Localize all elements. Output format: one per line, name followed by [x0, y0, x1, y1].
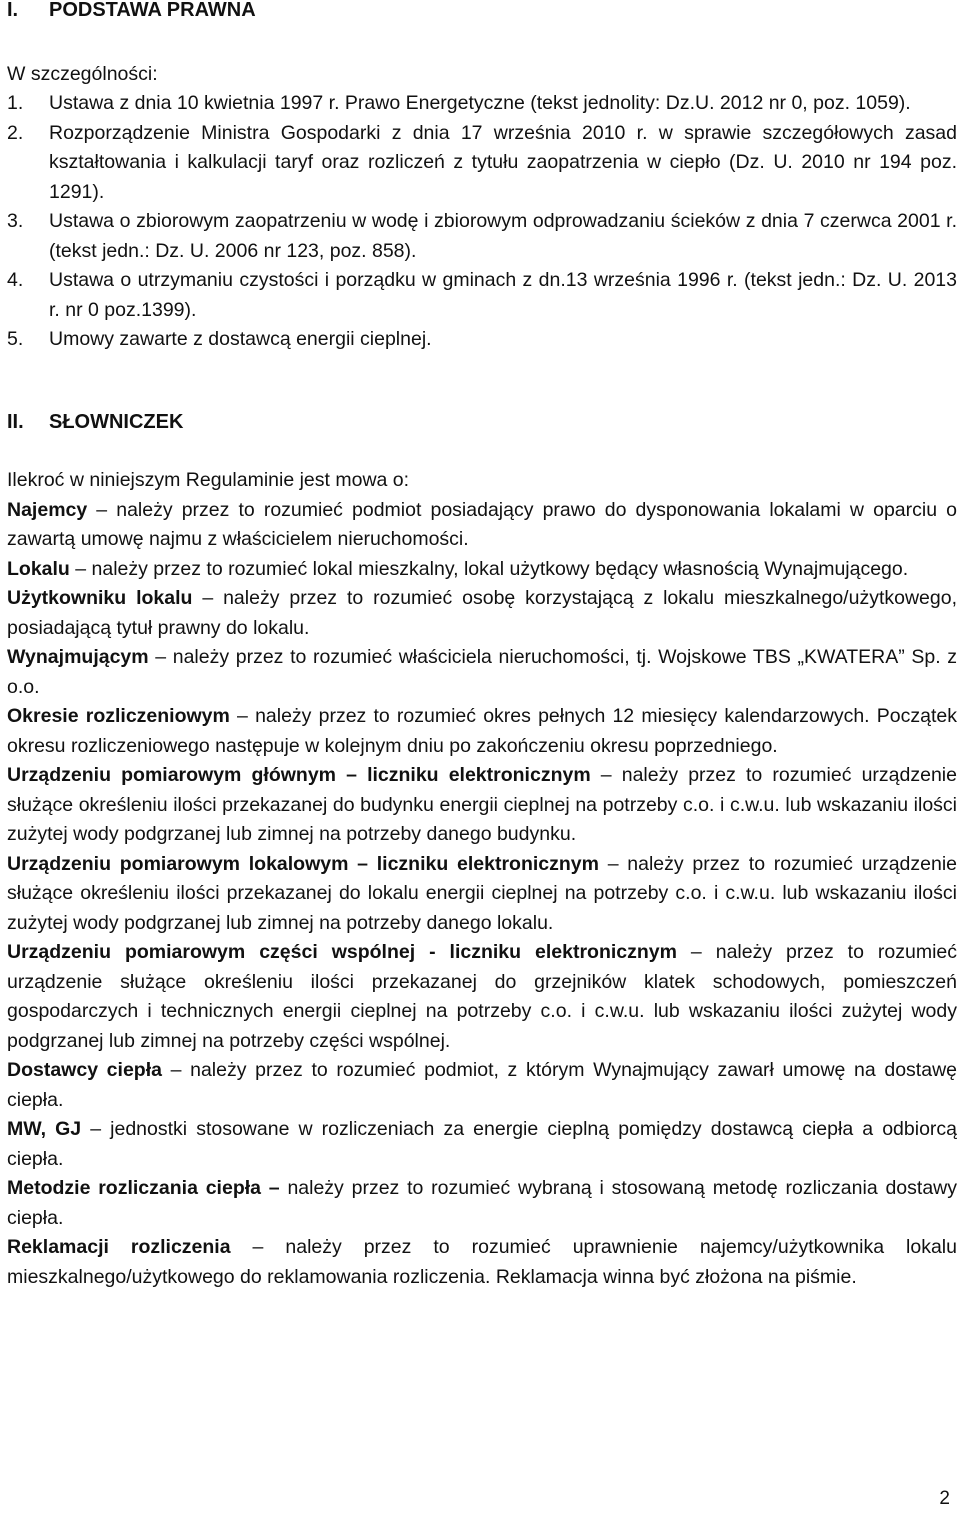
list-item [7, 119, 957, 208]
definition-text: – jednostki stosowane w rozliczeniach za energie cieplną pomiędzy dostawcą ciepła a odbiorcą ciepła. [7, 1118, 958, 1170]
definition-text: – należy przez to rozumieć urządzenie służące określeniu ilości przekazanej do grzejników klatek schodowych, pomieszczeń gospodarczych i technicznych energii cieplnej na potrzeby c.o. i c.w.u. lub wskazaniu ilości zużytej wody podgrzanej lub zimnej na potrzeby części wspólnej. [7, 941, 957, 1052]
definition-term: Najemcy [7, 498, 88, 521]
list-item-text: Ustawa o utrzymaniu czystości i porządku w gminach z dn.13 września 1996 r. (tekst jedn.: Dz. U. 2013 r. nr 0 poz.1399). [49, 269, 957, 321]
definition-urzadzeniu-glownym [7, 761, 957, 850]
list-item [7, 207, 957, 266]
definition-text: – należy przez to rozumieć podmiot posiadający prawo do dysponowania lokalami w oparciu o zawartą umowę najmu z właścicielem nieruchomości. [7, 498, 957, 550]
definition-lokalu [7, 555, 957, 585]
definition-text: – należy przez to rozumieć osobę korzystającą z lokalu mieszkalnego/użytkowego, posiadającą tytuł prawny do lokalu. [7, 587, 957, 639]
definition-text: – należy przez to rozumieć lokal mieszkalny, lokal użytkowy będący własnością Wynajmującego. [69, 557, 909, 580]
section-number: II. [7, 411, 24, 433]
definition-term: Urządzeniu pomiarowym głównym – liczniku elektronicznym [7, 764, 591, 786]
list-item [7, 89, 957, 119]
definition-text: – należy przez to rozumieć właściciela nieruchomości, tj. Wojskowe TBS „KWATERA” Sp. z o.o. [7, 646, 957, 698]
definition-urzadzeniu-lokalowym [7, 850, 957, 939]
definition-text: – należy przez to rozumieć urządzenie służące określeniu ilości przekazanej do budynku energii cieplnej na potrzeby c.o. i c.w.u. lub wskazaniu ilości zużytej wody podgrzanej lub zimnej na potrzeby danego budynku. [7, 764, 957, 845]
list-item-text: Ustawa o zbiorowym zaopatrzeniu w wodę i zbiorowym odprowadzaniu ścieków z dnia 7 czerwca 2001 r. (tekst jedn.: Dz. U. 2006 nr 123, poz. 858). [49, 210, 957, 262]
definition-term: Urządzeniu pomiarowym lokalowym – liczniku elektronicznym [7, 852, 599, 875]
glossary-intro: Ilekroć w niniejszym Regulaminie jest mowa o: [7, 469, 410, 491]
page-number: 2 [939, 1488, 950, 1509]
legal-basis-list [7, 89, 957, 355]
list-item-number: 4. [7, 269, 24, 291]
definition-term: MW, GJ [7, 1118, 82, 1140]
list-item-text: Ustawa z dnia 10 kwietnia 1997 r. Prawo Energetyczne (tekst jednolity: Dz.U. 2012 nr 0, poz. 1059). [49, 92, 911, 114]
section-number: I. [7, 0, 19, 21]
definition-reklamacji [7, 1233, 957, 1292]
definition-metodzie-rozliczania [7, 1174, 957, 1233]
definition-najemcy [7, 496, 957, 555]
section-intro: W szczególności: [7, 63, 158, 85]
list-item-text: Rozporządzenie Ministra Gospodarki z dnia 17 września 2010 r. w sprawie szczegółowych zasad kształtowania i kalkulacji taryf oraz rozliczeń z tytułu zaopatrzenia w ciepło (Dz. U. 2010 nr 194 poz. 1291). [49, 121, 957, 203]
definition-text: – należy przez to rozumieć okres pełnych 12 miesięcy kalendarzowych. Początek okresu rozliczeniowego następuje w kolejnym dniu po zakończeniu okresu poprzedniego. [7, 705, 957, 757]
definition-term: Metodzie rozliczania ciepła – [7, 1177, 280, 1199]
list-item [7, 325, 957, 355]
list-item-number: 2. [7, 121, 24, 144]
definition-term: Urządzeniu pomiarowym części wspólnej - liczniku elektronicznym [7, 941, 677, 963]
definition-uzytkowniku-lokalu [7, 584, 957, 643]
section-heading-glossary [7, 408, 957, 438]
definition-text: – należy przez to rozumieć urządzenie służące określeniu ilości przekazanej do lokalu energii cieplnej na potrzeby c.o. i c.w.u. lub wskazaniu ilości zużytej wody podgrzanej lub zimnej na potrzeby danego lokalu. [7, 852, 958, 934]
definition-term: Okresie rozliczeniowym [7, 705, 230, 727]
definition-term: Reklamacji rozliczenia [7, 1236, 231, 1258]
definition-okresie-rozliczeniowym [7, 702, 957, 761]
definition-term: Wynajmującym [7, 646, 149, 668]
definition-wynajmujacym [7, 643, 957, 702]
list-item [7, 266, 957, 325]
list-item-text: Umowy zawarte z dostawcą energii cieplnej. [49, 328, 432, 350]
definition-term: Użytkowniku lokalu [7, 587, 193, 609]
definition-text: – należy przez to rozumieć podmiot, z którym Wynajmujący zawarł umowę na dostawę ciepła. [7, 1059, 957, 1111]
definition-urzadzeniu-czesci-wspolnej [7, 938, 957, 1056]
definition-text: należy przez to rozumieć wybraną i stosowaną metodę rozliczania dostawy ciepła. [7, 1177, 957, 1229]
section-title: PODSTAWA PRAWNA [49, 0, 256, 21]
section-title: SŁOWNICZEK [49, 411, 184, 433]
section-heading-legal-basis [7, 0, 957, 26]
list-item-number: 3. [7, 210, 24, 232]
definition-dostawcy-ciepla [7, 1056, 957, 1115]
definition-term: Lokalu [7, 557, 70, 580]
glossary [7, 466, 957, 1292]
list-item-number: 5. [7, 328, 24, 350]
definition-term: Dostawcy ciepła [7, 1059, 162, 1081]
definition-text: – należy przez to rozumieć uprawnienie najemcy/użytkownika lokalu mieszkalnego/użytkowego do reklamowania rozliczenia. Reklamacja winna być złożona na piśmie. [7, 1236, 957, 1288]
list-item-number: 1. [7, 92, 24, 114]
definition-mw-gj [7, 1115, 957, 1174]
